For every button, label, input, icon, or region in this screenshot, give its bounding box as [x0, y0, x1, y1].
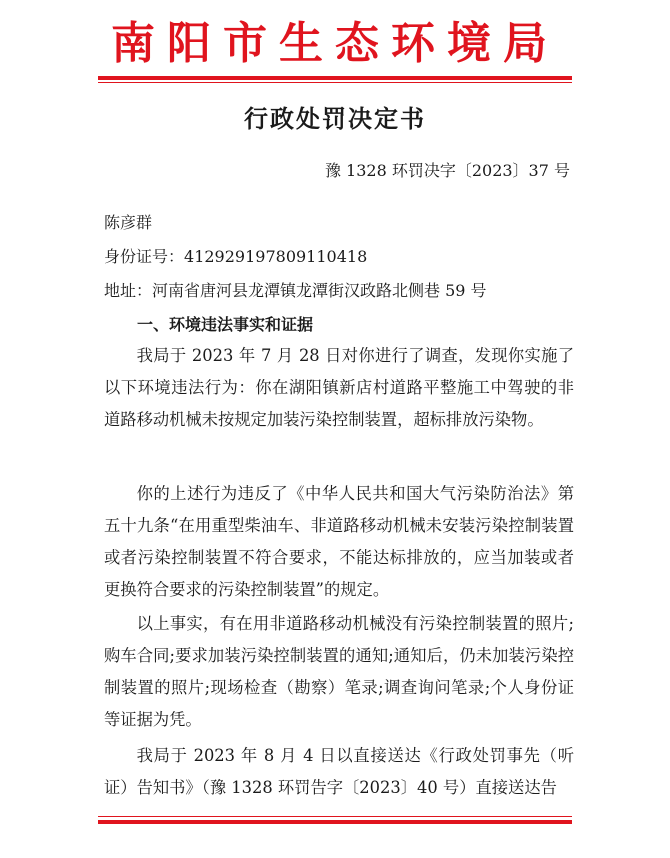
paragraph-violation: 你的上述行为违反了《中华人民共和国大气污染防治法》第五十九条“在用重型柴油车、非道路移动机械未安装污染控制装置或者污染控制装置不符合要求，不能达标排放的，应当加装或者更换符合要求的污染控制装置”的规定。: [104, 484, 574, 599]
paragraph-investigation: 我局于 2023 年 7 月 28 日对你进行了调查，发现你实施了以下环境违法行为：你在湖阳镇新店村道路平整施工中驾驶的非道路移动机械未按规定加装污染控制装置，超标排放污染物。: [104, 346, 574, 429]
footer-red-rule-thin: [98, 816, 572, 817]
section-heading: 一、环境违法事实和证据: [137, 315, 314, 334]
document-number: 豫 1328 环罚决字〔2023〕37 号: [324, 161, 570, 180]
party-address-row: [104, 280, 487, 302]
footer-red-rule-thick: [98, 820, 572, 824]
address-label: 地址：: [104, 281, 153, 300]
paragraph-evidence: 以上事实，有在用非道路移动机械没有污染控制装置的照片;购车合同;要求加装污染控制装置的通知;通知后，仍未加装污染控制装置的照片;现场检查（勘察）笔录;调查询问笔录;个人身份证等证据为凭。: [104, 614, 574, 729]
issuing-authority-header: 南阳市生态环境局: [111, 18, 559, 69]
header-red-rule-thin: [98, 82, 572, 83]
header-red-rule-thick: [98, 76, 572, 80]
document-title: 行政处罚决定书: [244, 104, 426, 133]
party-id-row: [104, 246, 367, 268]
paragraph-notice: 我局于 2023 年 8 月 4 日以直接送达《行政处罚事先（听证）告知书》（豫 1328 环罚告字〔2023〕40 号）直接送达告: [104, 746, 574, 797]
id-number: 412929197809110418: [184, 247, 368, 266]
party-name: 陈彦群: [104, 213, 153, 232]
address-value: 河南省唐河县龙潭镇龙潭街汉政路北侧巷 59 号: [152, 281, 487, 300]
id-label: 身份证号：: [104, 247, 185, 266]
